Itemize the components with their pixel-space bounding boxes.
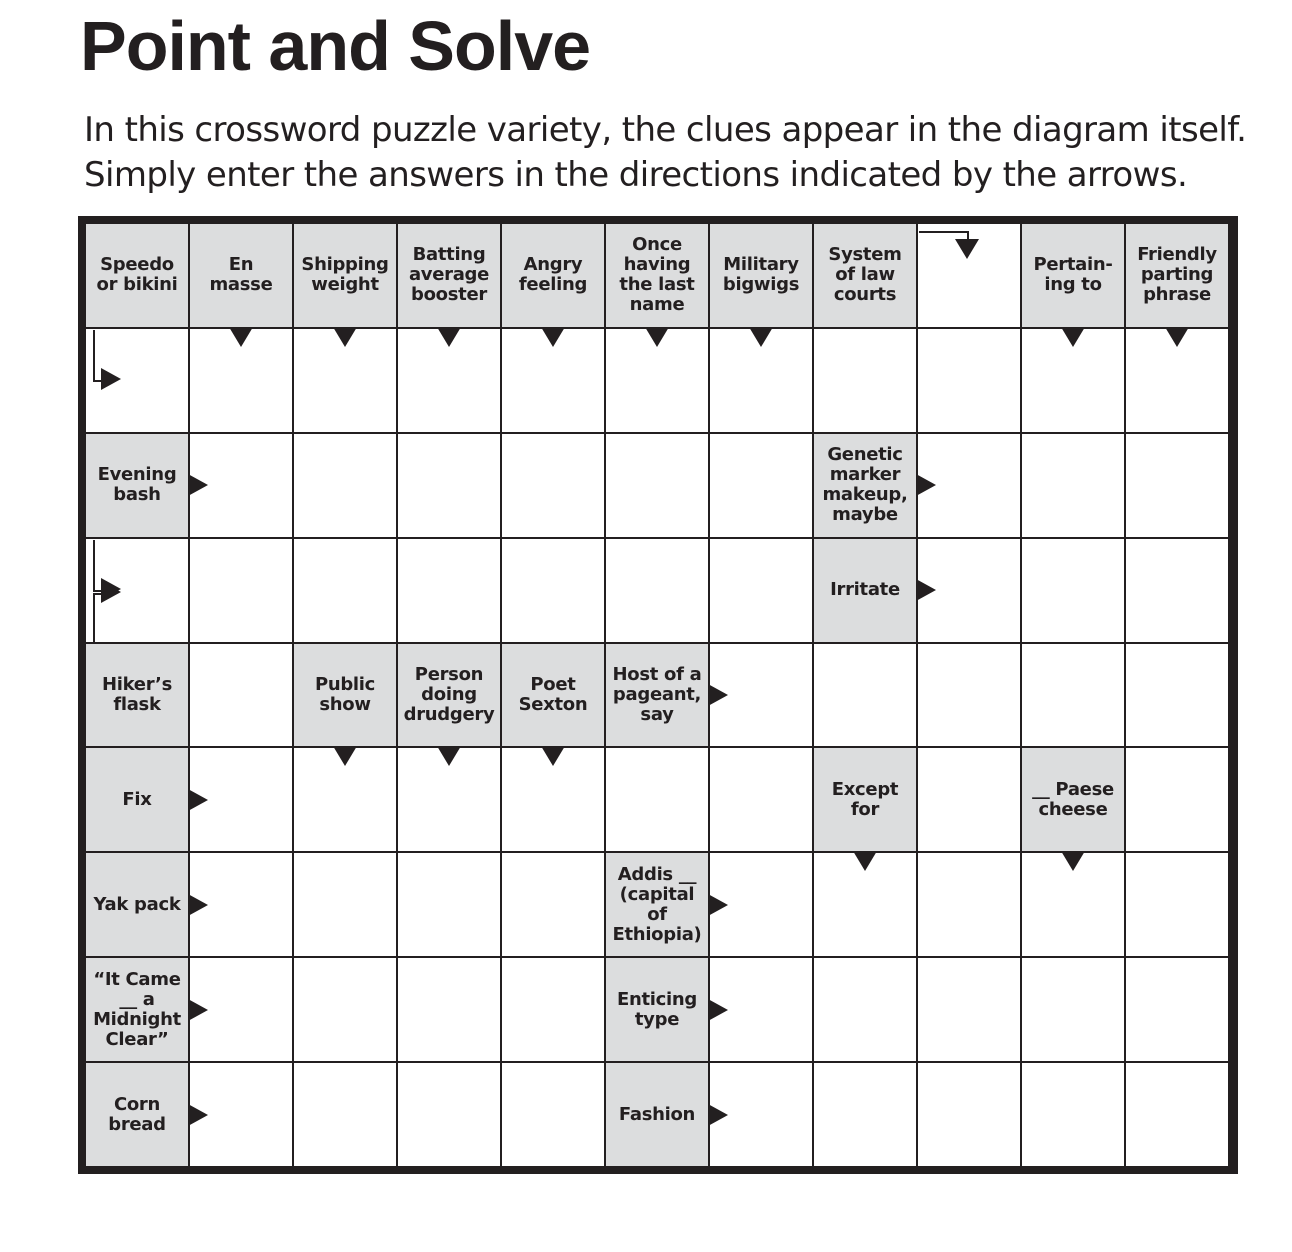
clue-cell xyxy=(813,538,917,643)
answer-cell[interactable] xyxy=(397,957,501,1062)
answer-cell[interactable] xyxy=(1021,1062,1125,1167)
clue-line: Genetic xyxy=(827,444,903,466)
clue-line: System xyxy=(828,244,902,266)
clue-text xyxy=(108,1095,166,1135)
clue-cell xyxy=(605,1062,709,1167)
clue-cell xyxy=(293,643,397,748)
answer-cell[interactable] xyxy=(709,433,813,538)
clue-text xyxy=(519,255,587,295)
arrow-right-icon xyxy=(188,1104,208,1126)
clue-line: __ a xyxy=(119,988,155,1010)
clue-cell xyxy=(1125,223,1229,328)
clue-cell xyxy=(189,223,293,328)
clue-text xyxy=(1033,255,1112,295)
clue-line: Clear” xyxy=(105,1028,169,1050)
clue-text xyxy=(301,255,388,295)
clue-line: Yak pack xyxy=(93,893,181,915)
clue-cell xyxy=(397,643,501,748)
arrow-down-icon xyxy=(1165,327,1189,347)
clue-cell xyxy=(605,957,709,1062)
clue-text xyxy=(93,895,180,915)
clue-line: Irritate xyxy=(830,579,900,601)
clue-line: Speedo xyxy=(100,254,174,276)
instruction-line: Simply enter the answers in the directions indicated by the arrows. xyxy=(84,155,1188,195)
answer-cell[interactable] xyxy=(397,538,501,643)
clue-line: ing to xyxy=(1044,274,1102,296)
clue-line: Batting xyxy=(412,244,486,266)
answer-cell[interactable] xyxy=(1021,538,1125,643)
answer-cell[interactable] xyxy=(501,1062,605,1167)
arrow-right-icon xyxy=(188,789,208,811)
answer-cell[interactable] xyxy=(917,852,1021,957)
clue-line: Once xyxy=(632,234,682,256)
answer-cell[interactable] xyxy=(397,1062,501,1167)
answer-cell[interactable] xyxy=(917,747,1021,852)
arrow-right-icon xyxy=(916,579,936,601)
clue-text xyxy=(619,235,694,315)
answer-cell[interactable] xyxy=(605,747,709,852)
answer-cell[interactable] xyxy=(605,538,709,643)
arrow-down-icon xyxy=(1061,851,1085,871)
answer-cell[interactable] xyxy=(293,1062,397,1167)
arrow-down-icon xyxy=(229,327,253,347)
clue-text xyxy=(404,665,495,725)
clue-line: feeling xyxy=(518,274,588,296)
answer-cell[interactable] xyxy=(709,747,813,852)
answer-cell[interactable] xyxy=(917,957,1021,1062)
clue-line: of law xyxy=(835,264,895,286)
answer-cell[interactable] xyxy=(813,328,917,433)
puzzle-title: Point and Solve xyxy=(80,7,591,85)
clue-line: show xyxy=(319,693,371,715)
clue-cell xyxy=(605,223,709,328)
bent-arrow-line-icon xyxy=(919,231,969,239)
bent-arrow-line-icon xyxy=(93,540,101,592)
clue-text xyxy=(519,675,588,715)
answer-cell[interactable] xyxy=(293,852,397,957)
clue-line: drudgery xyxy=(403,703,495,725)
clue-line: say xyxy=(640,703,674,725)
clue-line: Person xyxy=(414,663,484,685)
clue-line: “It Came xyxy=(93,968,181,990)
clue-text xyxy=(209,255,272,295)
clue-line: Friendly xyxy=(1137,244,1217,266)
clue-cell xyxy=(605,852,709,957)
clue-line: bash xyxy=(113,484,161,506)
clue-text xyxy=(122,790,151,810)
clue-cell xyxy=(813,223,917,328)
clue-cell xyxy=(709,223,813,328)
arrow-down-icon xyxy=(645,327,669,347)
answer-cell[interactable] xyxy=(813,957,917,1062)
answer-cell[interactable] xyxy=(917,328,1021,433)
clue-cell xyxy=(85,852,189,957)
arrow-right-icon xyxy=(101,368,121,390)
arrow-right-icon xyxy=(708,684,728,706)
clue-line: Poet xyxy=(530,673,576,695)
clue-text xyxy=(1137,245,1217,305)
answer-cell[interactable] xyxy=(293,538,397,643)
clue-cell xyxy=(813,433,917,538)
answer-cell[interactable] xyxy=(1125,1062,1229,1167)
clue-line: cheese xyxy=(1038,798,1108,820)
clue-line: Except xyxy=(831,778,899,800)
answer-cell[interactable] xyxy=(501,957,605,1062)
answer-cell[interactable] xyxy=(1125,643,1229,748)
arrow-right-icon xyxy=(101,581,121,603)
clue-line: Fashion xyxy=(618,1103,696,1125)
answer-cell[interactable] xyxy=(501,433,605,538)
clue-text xyxy=(102,675,172,715)
clue-cell xyxy=(813,747,917,852)
clue-text xyxy=(97,255,178,295)
arrow-right-icon xyxy=(188,999,208,1021)
arrow-down-icon xyxy=(955,239,979,259)
puzzle-instructions xyxy=(84,108,1264,198)
clue-line: bread xyxy=(108,1113,166,1135)
clue-cell xyxy=(85,957,189,1062)
clue-cell xyxy=(397,223,501,328)
clue-line: makeup, xyxy=(822,484,908,506)
arrow-down-icon xyxy=(541,327,565,347)
clue-text xyxy=(723,255,799,295)
clue-cell xyxy=(85,1062,189,1167)
clue-line: weight xyxy=(311,274,379,296)
clue-line: masse xyxy=(209,274,273,296)
arrow-down-icon xyxy=(1061,327,1085,347)
answer-cell[interactable] xyxy=(605,433,709,538)
clue-cell xyxy=(1021,747,1125,852)
clue-line: parting xyxy=(1140,264,1214,286)
clue-text xyxy=(822,445,907,525)
clue-text xyxy=(315,675,375,715)
answer-cell[interactable] xyxy=(1021,957,1125,1062)
clue-line: phrase xyxy=(1143,284,1211,306)
clue-cell xyxy=(605,643,709,748)
clue-line: bigwigs xyxy=(722,274,800,296)
clue-line: doing xyxy=(421,683,477,705)
clue-line: the last xyxy=(619,274,695,296)
arrow-right-icon xyxy=(188,474,208,496)
clue-line: Angry xyxy=(523,254,583,276)
clue-line: Public xyxy=(314,673,376,695)
arrow-right-icon xyxy=(708,1104,728,1126)
arrow-down-icon xyxy=(437,327,461,347)
answer-cell[interactable] xyxy=(293,433,397,538)
clue-line: for xyxy=(850,798,880,820)
clue-line: Corn xyxy=(113,1093,161,1115)
answer-cell[interactable] xyxy=(1125,957,1229,1062)
answer-cell[interactable] xyxy=(397,852,501,957)
crossword-grid xyxy=(78,216,1238,1174)
arrow-down-icon xyxy=(437,746,461,766)
answer-cell[interactable] xyxy=(293,957,397,1062)
grid-cells xyxy=(85,223,1229,1167)
arrow-right-icon xyxy=(708,999,728,1021)
clue-line: (capital xyxy=(619,883,695,905)
clue-text xyxy=(613,665,702,725)
clue-text xyxy=(619,1105,695,1125)
bent-arrow-line-icon xyxy=(93,330,101,382)
answer-cell[interactable] xyxy=(813,1062,917,1167)
answer-cell[interactable] xyxy=(397,433,501,538)
instruction-line: In this crossword puzzle variety, the clues appear in the diagram itself. xyxy=(84,110,1247,150)
clue-text xyxy=(617,990,697,1030)
clue-cell xyxy=(293,223,397,328)
bent-arrow-line-icon xyxy=(93,593,101,643)
arrow-down-icon xyxy=(333,746,357,766)
clue-line: pageant, xyxy=(612,683,702,705)
clue-line: Shipping xyxy=(301,254,389,276)
answer-cell[interactable] xyxy=(1021,433,1125,538)
clue-line: flask xyxy=(113,693,161,715)
clue-line: Evening xyxy=(97,464,177,486)
arrow-down-icon xyxy=(333,327,357,347)
arrow-down-icon xyxy=(749,327,773,347)
clue-line: Hiker’s xyxy=(101,673,172,695)
clue-line: Sexton xyxy=(518,693,588,715)
clue-cell xyxy=(85,747,189,852)
arrow-right-icon xyxy=(708,894,728,916)
clue-line: type xyxy=(634,1008,680,1030)
answer-cell[interactable] xyxy=(709,538,813,643)
clue-text xyxy=(98,465,177,505)
clue-text xyxy=(93,970,181,1050)
answer-cell[interactable] xyxy=(189,538,293,643)
clue-cell xyxy=(85,643,189,748)
answer-cell[interactable] xyxy=(917,643,1021,748)
clue-line: En xyxy=(228,254,254,276)
clue-text xyxy=(832,780,898,820)
clue-line: Fix xyxy=(122,788,152,810)
clue-text xyxy=(830,580,900,600)
clue-text xyxy=(828,245,901,305)
clue-line: Enticing xyxy=(616,988,698,1010)
clue-line: maybe xyxy=(832,504,898,526)
answer-cell[interactable] xyxy=(189,643,293,748)
clue-cell xyxy=(501,223,605,328)
answer-cell[interactable] xyxy=(917,1062,1021,1167)
answer-cell[interactable] xyxy=(501,538,605,643)
arrow-right-icon xyxy=(188,894,208,916)
clue-line: booster xyxy=(411,284,487,306)
clue-line: Ethiopia) xyxy=(612,923,702,945)
clue-cell xyxy=(1021,223,1125,328)
answer-cell[interactable] xyxy=(1125,538,1229,643)
clue-line: average xyxy=(408,264,490,286)
clue-line: of xyxy=(647,903,667,925)
answer-cell[interactable] xyxy=(813,643,917,748)
clue-line: marker xyxy=(829,464,901,486)
answer-cell[interactable] xyxy=(501,852,605,957)
answer-cell[interactable] xyxy=(1021,643,1125,748)
answer-cell[interactable] xyxy=(1125,747,1229,852)
clue-text xyxy=(613,865,702,945)
clue-line: __ Paese xyxy=(1032,778,1114,800)
answer-cell[interactable] xyxy=(1125,433,1229,538)
clue-line: or bikini xyxy=(96,274,178,296)
clue-line: courts xyxy=(833,284,897,306)
clue-cell xyxy=(501,643,605,748)
clue-text xyxy=(1032,780,1114,820)
clue-line: having xyxy=(623,254,691,276)
clue-line: Addis __ xyxy=(617,863,697,885)
arrow-down-icon xyxy=(541,746,565,766)
arrow-down-icon xyxy=(853,851,877,871)
arrow-right-icon xyxy=(916,474,936,496)
clue-text xyxy=(409,245,489,305)
answer-cell[interactable] xyxy=(1125,852,1229,957)
clue-line: Military xyxy=(723,254,799,276)
clue-line: Host of a xyxy=(612,663,702,685)
clue-cell xyxy=(85,223,189,328)
clue-cell xyxy=(85,433,189,538)
clue-line: Pertain- xyxy=(1033,254,1113,276)
clue-line: name xyxy=(629,294,685,316)
clue-line: Midnight xyxy=(93,1008,181,1030)
